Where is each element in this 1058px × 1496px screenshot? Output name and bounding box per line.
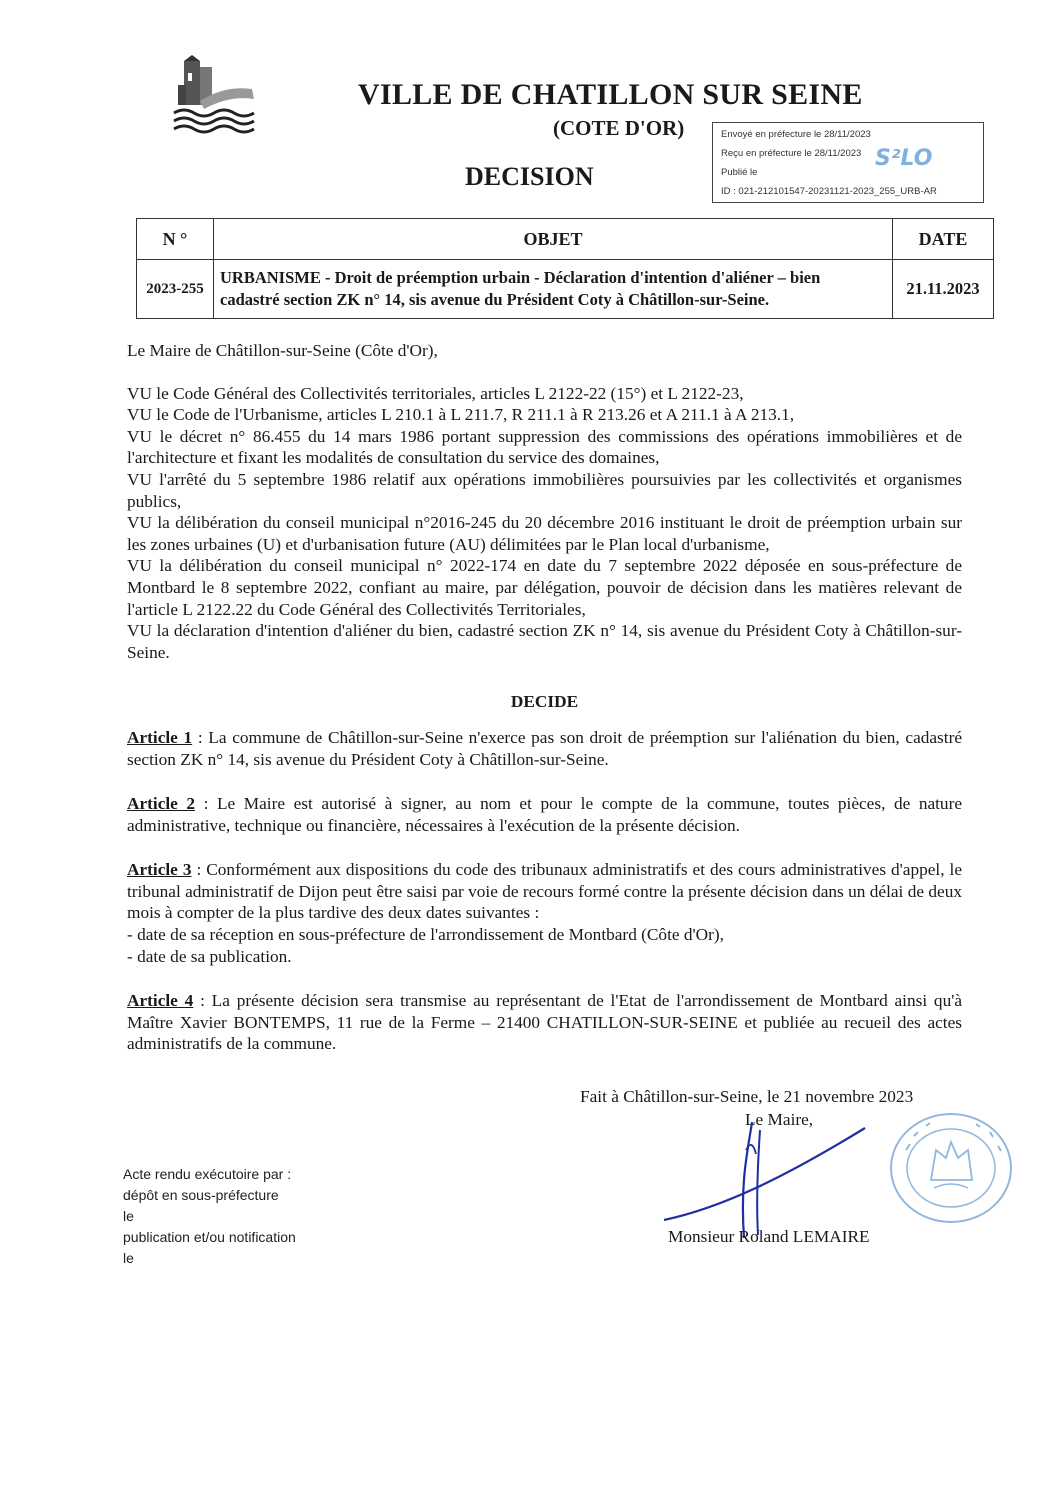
column-header-object: OBJET [214, 219, 893, 260]
executoire-line: le [123, 1250, 134, 1266]
stamp-sent: Envoyé en préfecture le 28/11/2023 [721, 129, 871, 140]
municipal-seal [886, 1110, 1016, 1225]
article-1 [127, 727, 962, 770]
article-label: Article 2 [127, 794, 196, 814]
article-3-bullet: - date de sa réception en sous-préfecture de l'arrondissement de Montbard (Côte d'Or), [127, 925, 724, 945]
considerant: VU la délibération du conseil municipal n° 2022-174 en date du 7 septembre 2022 déposée en sous-préfecture de Montbard le 8 septembre 2022, confiant au maire, par délégation, pouvoir de décision dans les matières relevant de l'article L 2122.22 du Code Général des Collectivités Territoriales, [127, 556, 962, 619]
article-3-bullet: - date de sa publication. [127, 946, 292, 966]
document-body [127, 340, 962, 1055]
decision-object [214, 260, 893, 319]
article-text: : Le Maire est autorisé à signer, au nom et pour le compte de la commune, toutes pièces, de nature administrative, technique ou financière, nécessaires à l'exécution de la présente décision. [127, 794, 963, 835]
article-text: : La présente décision sera transmise au représentant de l'Etat de l'arrondissement de Montbard ainsi qu'à Maître Xavier BONTEMPS, 11 rue de la Ferme – 21400 CHATILLON-SUR-SEINE et publiée au recueil des actes administratifs de la commune. [127, 991, 963, 1054]
city-logo [170, 55, 260, 135]
stamp-published: Publié le [721, 167, 758, 178]
column-header-number: N ° [137, 219, 214, 260]
city-name: VILLE DE CHATILLON SUR SEINE [358, 78, 863, 111]
handwritten-signature [660, 1120, 880, 1240]
article-text: : Conformément aux dispositions du code des tribunaux administratifs et des cours administratives d'appel, le tribunal administratif de Dijon peut être saisi par voie de recours formé contre la présente décision dans un délai de deux mois à compter de la plus tardive des deux dates suivantes : [127, 860, 962, 923]
stamp-id: ID : 021-212101547-20231121-2023_255_URB-AR [721, 186, 937, 197]
prefecture-stamp [712, 122, 984, 203]
considerant: VU la déclaration d'intention d'aliéner du bien, cadastré section ZK n° 14, sis avenue du Président Coty à Châtillon-sur-Seine. [127, 621, 962, 662]
article-text: : La commune de Châtillon-sur-Seine n'exerce pas son droit de préemption sur l'aliénation du bien, cadastré section ZK n° 14, sis avenue du Président Coty à Châtillon-sur-Seine. [127, 727, 962, 769]
executoire-line: publication et/ou notification [123, 1229, 296, 1245]
object-line-2: cadastré section ZK n° 14, sis avenue du Président Coty à Châtillon-sur-Seine. [220, 290, 770, 309]
stamp-received: Reçu en préfecture le 28/11/2023 [721, 148, 862, 159]
signatory-title: Le Maire, [745, 1110, 814, 1129]
department-name: (COTE D'OR) [553, 116, 685, 140]
object-line-1: URBANISME - Droit de préemption urbain - Déclaration d'intention d'aliéner – bien [220, 268, 821, 287]
decision-date: 21.11.2023 [893, 260, 994, 319]
intro: Le Maire de Châtillon-sur-Seine (Côte d'Or), [127, 341, 438, 360]
decision-number: 2023-255 [137, 260, 214, 319]
place-and-date: Fait à Châtillon-sur-Seine, le 21 novembre 2023 [580, 1087, 914, 1106]
considerant: VU le décret n° 86.455 du 14 mars 1986 portant suppression des commissions des opérations immobilières et de l'architecture et fixant les modalités de consultation du service des domaines, [127, 426, 962, 468]
document-type: DECISION [465, 162, 594, 191]
signatory-name: Monsieur Roland LEMAIRE [668, 1227, 870, 1246]
considerant: VU le Code Général des Collectivités territoriales, articles L 2122-22 (15°) et L 2122-23, [127, 383, 744, 403]
article-label: Article 4 [127, 991, 194, 1011]
article-2 [127, 793, 962, 836]
column-header-date: DATE [893, 219, 994, 260]
considerant: VU la délibération du conseil municipal n°2016-245 du 20 décembre 2016 instituant le droit de préemption urbain sur les zones urbaines (U) et d'urbanisation future (AU) délimitées par le Plan local d'urbanisme, [127, 513, 962, 554]
considerant: VU le Code de l'Urbanisme, articles L 210.1 à L 211.7, R 211.1 à R 213.26 et A 211.1 à A 213.1, [127, 405, 795, 425]
article-label: Article 3 [127, 860, 192, 880]
decide-heading: DECIDE [510, 692, 579, 712]
decision-table [136, 218, 994, 319]
article-label: Article 1 [127, 727, 193, 747]
article-3 [127, 859, 962, 924]
considerant: VU l'arrêté du 5 septembre 1986 relatif aux opérations immobilières poursuivies par les collectivités et organismes publics, [127, 469, 962, 511]
executoire-block [123, 1164, 296, 1269]
executoire-line: le [123, 1208, 134, 1224]
executoire-line: Acte rendu exécutoire par : [123, 1166, 292, 1182]
stamp-logo: S²LO [875, 146, 933, 171]
executoire-line: dépôt en sous-préfecture [123, 1187, 279, 1203]
article-4 [127, 990, 962, 1055]
